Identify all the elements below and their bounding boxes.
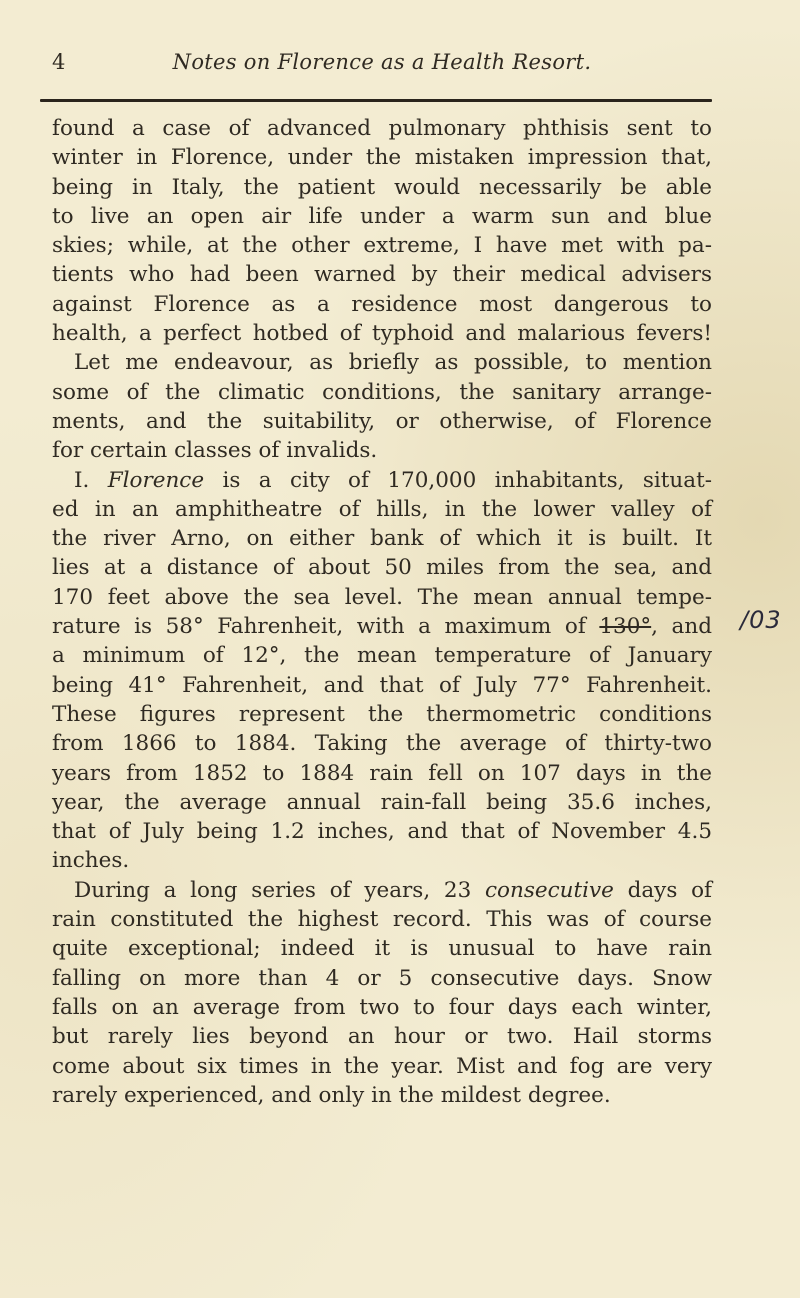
text-line: [52, 466, 712, 495]
text-fragment: , and: [651, 614, 712, 640]
italic-text: consecutive: [484, 877, 614, 903]
text-line: [52, 876, 712, 905]
text-line: a minimum of 12°, the mean temperature of January: [52, 643, 712, 669]
text-line: These figures represent the thermometric conditions: [52, 701, 712, 727]
text-line: year, the average annual rain-fall being 35.6 inches,: [52, 789, 712, 815]
text-fragment: days of: [613, 877, 712, 903]
handwritten-margin-note: /03: [740, 606, 782, 634]
text-line: skies; while, at the other extreme, I have met with pa-: [52, 233, 712, 259]
text-line: being in Italy, the patient would necessarily be able: [52, 174, 712, 200]
text-line: against Florence as a residence most dangerous to: [52, 291, 712, 317]
running-head: Notes on Florence as a Health Resort.: [172, 50, 592, 74]
body-text: [52, 114, 712, 1110]
text-line: but rarely lies beyond an hour or two. Hail storms: [52, 1024, 712, 1050]
header-rule: [40, 99, 712, 102]
text-line: from 1866 to 1884. Taking the average of thirty-two: [52, 731, 712, 757]
text-line: falls on an average from two to four days each winter,: [52, 994, 712, 1020]
italic-text: Florence: [107, 467, 205, 493]
text-fragment: During a long series of years, 23: [74, 877, 485, 903]
struck-text: 130°: [599, 614, 652, 640]
text-line: years from 1852 to 1884 rain fell on 107 days in the: [52, 760, 712, 786]
text-line: some of the climatic conditions, the sanitary arrange-: [52, 379, 712, 405]
text-line: quite exceptional; indeed it is unusual to have rain: [52, 936, 712, 962]
page-number: 4: [52, 50, 66, 74]
text-line: winter in Florence, under the mistaken impression that,: [52, 145, 712, 171]
text-line: health, a perfect hotbed of typhoid and malarious fevers!: [52, 321, 712, 347]
text-line: come about six times in the year. Mist and fog are very: [52, 1053, 712, 1079]
text-line: tients who had been warned by their medical advisers: [52, 262, 712, 288]
page-header: [52, 50, 712, 90]
text-line: being 41° Fahrenheit, and that of July 77° Fahrenheit.: [52, 672, 712, 698]
text-line: 170 feet above the sea level. The mean annual tempe-: [52, 584, 712, 610]
text-fragment: rature is 58° Fahrenheit, with a maximum of: [52, 614, 600, 640]
text-line: rarely experienced, and only in the mildest degree.: [52, 1082, 611, 1108]
text-line: that of July being 1.2 inches, and that of November 4.5: [52, 819, 712, 845]
text-line: the river Arno, on either bank of which it is built. It: [52, 526, 712, 552]
text-line: falling on more than 4 or 5 consecutive days. Snow: [52, 965, 712, 991]
text-line: to live an open air life under a warm sun and blue: [52, 203, 712, 229]
text-line: for certain classes of invalids.: [52, 438, 378, 464]
text-fragment: I.: [74, 467, 108, 493]
text-fragment: is a city of 170,000 inhabitants, situat-: [204, 467, 712, 493]
text-line: ments, and the suitability, or otherwise, of Florence: [52, 408, 712, 434]
text-line: rain constituted the highest record. This was of course: [52, 907, 712, 933]
text-line: found a case of advanced pulmonary phthisis sent to: [52, 116, 712, 141]
text-line: Let me endeavour, as briefly as possible, to mention: [74, 350, 712, 376]
text-line: [52, 612, 712, 641]
text-line: inches.: [52, 848, 130, 874]
text-line: lies at a distance of about 50 miles from the sea, and: [52, 555, 712, 581]
text-line: ed in an amphitheatre of hills, in the lower valley of: [52, 496, 712, 522]
